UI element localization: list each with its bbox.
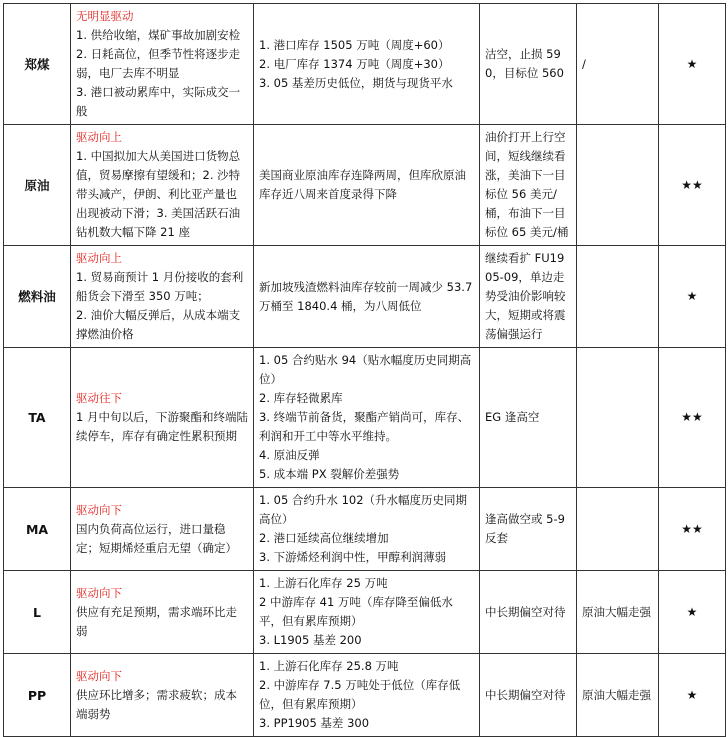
commodity-name: PP [27, 687, 47, 703]
logic-line: 供应有充足预期，需求端环比走弱 [76, 604, 237, 638]
risk-cell [577, 4, 659, 125]
table-row [4, 246, 726, 348]
data-line: 3. 下游烯烃利润中性，甲醇利润薄弱 [259, 550, 447, 564]
commodity-name: L [33, 604, 41, 620]
logic-line: 1. 供给收缩，煤矿事故加剧安检 [76, 28, 241, 42]
star-icon: ★ [686, 604, 698, 619]
star-icon: ★★ [681, 410, 703, 424]
rating-cell [659, 348, 726, 488]
strategy-text: 中长期偏空对待 [485, 604, 566, 619]
driver-label: 驱动向下 [76, 668, 122, 683]
logic-line: 3. 港口被动累库中，实际成交一般 [76, 85, 241, 118]
data-line: 1. 05 合约升水 102（升水幅度历史同期高位） [259, 493, 468, 526]
logic-line: 2. 油价大幅反弹后，从成本端支撑燃油价格 [76, 308, 241, 341]
strategy-cell [480, 654, 577, 737]
table-row [4, 654, 726, 737]
star-icon: ★ [686, 56, 698, 71]
table-row [4, 488, 726, 571]
table-row [4, 571, 726, 654]
star-icon: ★ [686, 687, 698, 702]
risk-cell [577, 571, 659, 654]
risk-cell [577, 488, 659, 571]
logic-cell [71, 488, 254, 571]
logic-line: 1. 中国拟加大从美国进口货物总值，贸易摩擦有望缓和；2. 沙特带头减产，伊朗、利比亚产量也出现被动下滑；3. 美国活跃石油钻机数大幅下降 21 座 [76, 149, 241, 239]
logic-cell [71, 125, 254, 246]
commodity-name: 燃料油 [18, 289, 56, 304]
strategy-cell [480, 4, 577, 125]
strategy-text: 继续看扩 FU1905-09，单边走势受油价影响较大，短期或将震荡偏强运行 [485, 251, 566, 341]
logic-line: 1 月中旬以后，下游聚酯和终端陆续停车，库存有确定性累积预期 [76, 410, 248, 443]
commodity-name: TA [28, 410, 46, 425]
driver-label: 无明显驱动 [76, 9, 134, 23]
risk-cell [577, 654, 659, 737]
star-icon: ★★ [681, 177, 703, 192]
logic-cell [71, 571, 254, 654]
data-line: 4. 原油反弹 [259, 448, 320, 462]
data-cell [254, 488, 480, 571]
strategy-cell [480, 246, 577, 348]
driver-label: 驱动向下 [76, 585, 122, 600]
rating-cell [659, 488, 726, 571]
logic-line: 2. 日耗高位，但季节性将逐步走弱，电厂去库不明显 [76, 47, 241, 80]
data-line: 3. PP1905 基差 300 [259, 716, 370, 730]
risk-text: 原油大幅走强 [582, 687, 651, 702]
table-row [4, 125, 726, 246]
rating-cell [659, 654, 726, 737]
logic-cell [71, 4, 254, 125]
commodity-name-cell [4, 348, 71, 488]
logic-cell [71, 348, 254, 488]
data-cell [254, 4, 480, 125]
commodity-name: 原油 [24, 177, 50, 193]
data-line: 1. 上游石化库存 25.8 万吨 [259, 659, 399, 673]
data-cell [254, 654, 480, 737]
data-line: 2. 中游库存 7.5 万吨处于低位（库存低位，但有累库预期） [259, 678, 461, 711]
data-line: 1. 港口库存 1505 万吨（周度+60） [259, 37, 450, 52]
commodity-name-cell [4, 4, 71, 125]
data-cell [254, 246, 480, 348]
data-line: 2 中游库存 41 万吨（库存降至偏低水平，但有累库预期） [259, 595, 453, 628]
data-line: 5. 成本端 PX 裂解价差强势 [259, 467, 400, 481]
rating-cell [659, 125, 726, 246]
rating-cell [659, 4, 726, 125]
commodity-name-cell [4, 571, 71, 654]
rating-cell [659, 246, 726, 348]
logic-line: 1. 贸易商预计 1 月份接收的套利船货会下滑至 350 万吨； [76, 270, 244, 303]
data-line: 2. 电厂库存 1374 万吨（周度+30） [259, 56, 450, 71]
logic-line: 供应环比增多；需求疲软；成本端弱势 [76, 687, 237, 721]
data-cell [254, 125, 480, 246]
commodity-name-cell [4, 654, 71, 737]
rating-cell [659, 571, 726, 654]
driver-label: 驱动向下 [76, 502, 122, 517]
data-cell [254, 348, 480, 488]
commodity-name: MA [25, 521, 49, 537]
risk-cell [577, 125, 659, 246]
data-line: 美国商业原油库存连降两周，但库欣原油库存近八周来首度录得下降 [259, 168, 466, 201]
strategy-cell [480, 125, 577, 246]
data-line: 1. 05 合约贴水 94（贴水幅度历史同期高位） [259, 353, 472, 386]
strategy-text: EG 逢高空 [485, 410, 540, 424]
logic-cell [71, 654, 254, 737]
table-body [4, 4, 726, 737]
strategy-cell [480, 348, 577, 488]
driver-label: 驱动往下 [76, 391, 122, 405]
strategy-text: 逢高做空或 5-9 反套 [485, 512, 565, 545]
commodity-name: 郑煤 [24, 56, 50, 72]
risk-text: 原油大幅走强 [582, 604, 651, 619]
table-row [4, 4, 726, 125]
strategy-text: 沽空，止损 590，目标位 560 [485, 47, 564, 80]
strategy-text: 油价打开上行空间，短线继续看涨，美油下一目标位 56 美元/桶，布油下一目标位 65 美元/桶 [485, 130, 569, 239]
logic-cell [71, 246, 254, 348]
strategy-text: 中长期偏空对待 [485, 687, 566, 702]
data-cell [254, 571, 480, 654]
commodity-name-cell [4, 246, 71, 348]
commodity-name-cell [4, 125, 71, 246]
risk-text: / [582, 56, 586, 71]
strategy-cell [480, 488, 577, 571]
data-line: 3. 05 基差历史低位，期货与现货平水 [259, 75, 453, 90]
data-line: 3. 终端节前备货，聚酯产销尚可，库存、利润和开工中等水平维持。 [259, 410, 470, 443]
data-line: 2. 库存轻微累库 [259, 391, 343, 405]
strategy-cell [480, 571, 577, 654]
data-line: 新加坡残渣燃料油库存较前一周减少 53.7 万桶至 1840.4 桶，为八周低位 [259, 279, 473, 313]
table-row [4, 348, 726, 488]
data-line: 2. 港口延续高位继续增加 [259, 531, 389, 545]
star-icon: ★ [686, 289, 698, 303]
commodity-strategy-table [3, 3, 726, 737]
logic-line: 国内负荷高位运行，进口量稳定；短期烯烃重启无望（确定） [76, 521, 237, 555]
driver-label: 驱动向上 [76, 251, 122, 265]
star-icon: ★★ [681, 521, 703, 536]
driver-label: 驱动向上 [76, 130, 122, 144]
data-line: 3. L1905 基差 200 [259, 633, 362, 647]
commodity-name-cell [4, 488, 71, 571]
risk-cell [577, 348, 659, 488]
data-line: 1. 上游石化库存 25 万吨 [259, 576, 388, 590]
risk-cell [577, 246, 659, 348]
